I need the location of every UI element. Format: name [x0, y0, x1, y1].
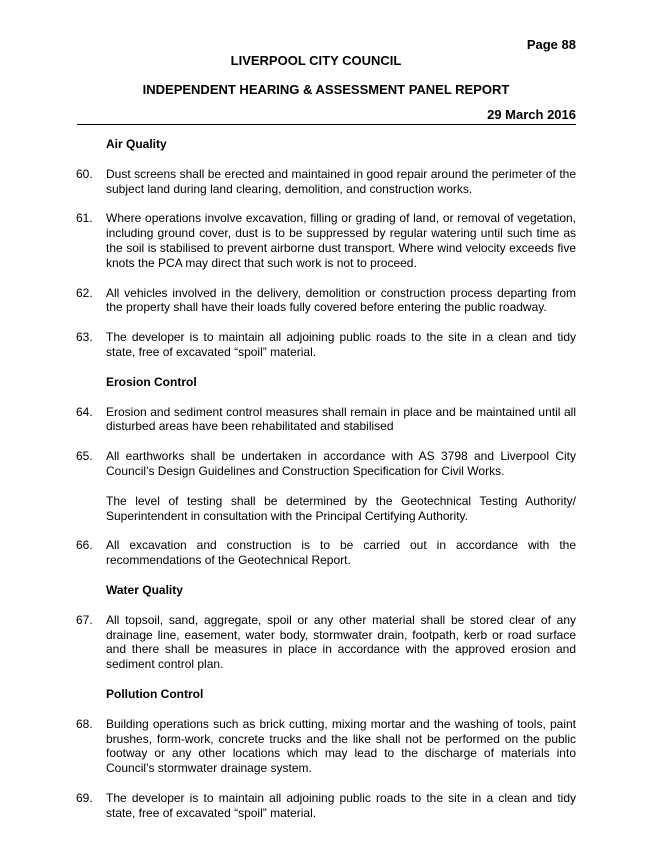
section-heading: Air Quality: [106, 137, 167, 151]
section-heading: Pollution Control: [106, 686, 204, 701]
condition-number: 61.: [76, 211, 93, 226]
condition-text: The developer is to maintain all adjoining public roads to the site in a clean and tidy state, free of excavated “spoil” material.: [106, 790, 576, 820]
section-heading: Water Quality: [106, 582, 183, 597]
condition-extra-paragraph: The level of testing shall be determined by the Geotechnical Testing Authority/ Superintendent in consultation with the Principal Certifying Authority.: [106, 493, 576, 523]
condition-text: Dust screens shall be erected and maintained in good repair around the perimeter of the subject land during land clearing, demolition, and construction works.: [106, 166, 576, 196]
condition-item: [76, 211, 576, 270]
condition-number: 69.: [76, 790, 93, 805]
condition-text: The developer is to maintain all adjoining public roads to the site in a clean and tidy state, free of excavated “spoil” material.: [106, 330, 576, 359]
condition-number: 68.: [76, 716, 93, 731]
condition-number: 60.: [76, 166, 93, 181]
condition-number: 66.: [76, 538, 93, 553]
section-heading: Erosion Control: [106, 374, 197, 389]
condition-item: [76, 405, 576, 435]
condition-number: 64.: [76, 404, 93, 419]
condition-item: [76, 330, 576, 360]
condition-item: [76, 717, 576, 776]
header-divider: [77, 124, 576, 125]
condition-number: 65.: [76, 449, 93, 464]
condition-item: [76, 449, 576, 479]
condition-text: All vehicles involved in the delivery, demolition or construction process departing from the property shall have their loads fully covered before entering the public roadway.: [106, 285, 576, 315]
condition-number: 62.: [76, 285, 93, 300]
council-title: LIVERPOOL CITY COUNCIL: [230, 53, 402, 68]
condition-text: Erosion and sediment control measures shall remain in place and be maintained until all disturbed areas have been rehabilitated and stabilised: [106, 404, 576, 434]
condition-text: All topsoil, sand, aggregate, spoil or any other material shall be stored clear of any drainage line, easement, water body, stormwater drain, footpath, kerb or road surface and there shall be measures in place in accordance with the approved erosion and sediment control plan.: [106, 612, 576, 672]
condition-item: [76, 286, 576, 316]
condition-number: 67.: [76, 612, 93, 627]
report-date: 29 March 2016: [487, 107, 576, 122]
document-body: [76, 137, 576, 821]
page-number: Page 88: [526, 37, 576, 52]
condition-text: Where operations involve excavation, filling or grading of land, or removal of vegetation, including ground cover, dust is to be suppressed by regular watering until such time as the soil is stabilised to prevent airborne dust transport. Where wind velocity exceeds five knots the PCA may direct that such work is not to proceed.: [106, 211, 576, 270]
condition-item: [76, 791, 576, 821]
report-title: INDEPENDENT HEARING & ASSESSMENT PANEL REPORT: [142, 82, 510, 97]
condition-item: [76, 538, 576, 568]
condition-item: [76, 613, 576, 672]
condition-text: All excavation and construction is to be carried out in accordance with the recommendations of the Geotechnical Report.: [106, 538, 576, 568]
condition-item: [76, 167, 576, 197]
condition-number: 63.: [76, 330, 93, 345]
condition-text: Building operations such as brick cutting, mixing mortar and the washing of tools, paint brushes, form-work, concrete trucks and the like shall not be performed on the public footway or any other locations which may lead to the discharge of materials into Council’s stormwater drainage system.: [106, 716, 576, 776]
condition-text: All earthworks shall be undertaken in accordance with AS 3798 and Liverpool City Council’s Design Guidelines and Construction Specification for Civil Works.: [106, 449, 576, 478]
